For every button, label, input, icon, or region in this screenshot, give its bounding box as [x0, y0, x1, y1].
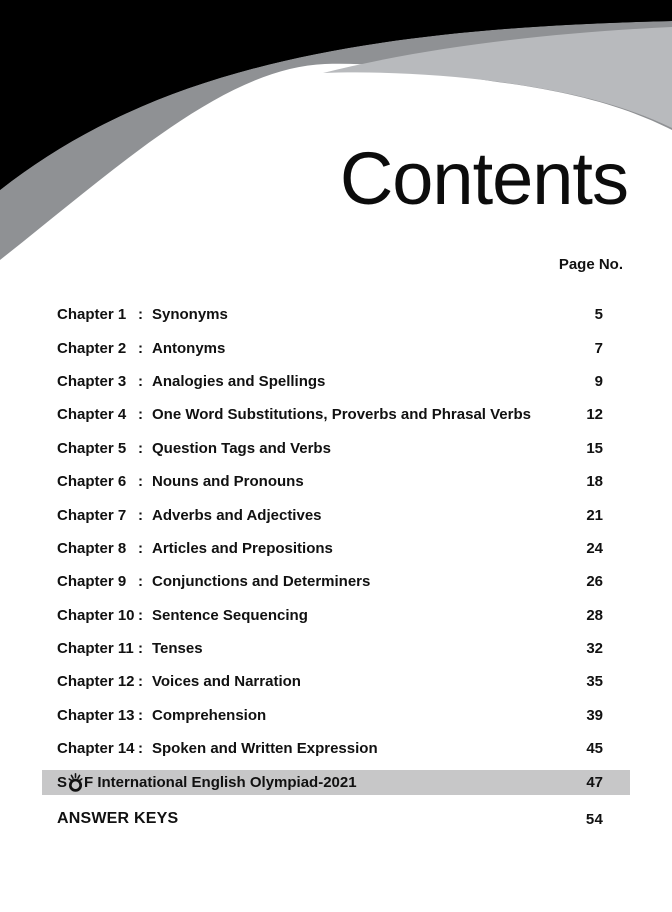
- chapter-row: [57, 599, 623, 632]
- chapter-separator: :: [138, 640, 143, 658]
- chapter-page-number: 5: [594, 306, 603, 324]
- chapter-number-label: Chapter 11: [57, 640, 134, 658]
- chapter-number-label: Chapter 7: [57, 506, 127, 524]
- chapter-separator: :: [138, 740, 143, 758]
- chapter-page-number: 12: [586, 406, 603, 424]
- sof-prefix: S: [57, 774, 68, 792]
- chapter-separator: :: [138, 673, 143, 691]
- chapter-separator: :: [138, 539, 143, 557]
- chapter-title: Nouns and Pronouns: [152, 473, 304, 491]
- chapter-title: Adverbs and Adjectives: [152, 506, 322, 524]
- chapter-title: Conjunctions and Determiners: [152, 573, 371, 591]
- chapter-number-label: Chapter 14: [57, 740, 135, 758]
- chapter-page-number: 28: [586, 606, 603, 624]
- chapter-page-number: 15: [586, 439, 603, 457]
- chapter-row: [57, 398, 623, 431]
- contents-body: [57, 0, 623, 832]
- sof-olympiad-label: [42, 773, 563, 793]
- chapter-page-number: 9: [594, 372, 603, 390]
- chapter-number-label: Chapter 13: [57, 706, 135, 724]
- chapter-title: One Word Substitutions, Proverbs and Phrasal Verbs: [152, 406, 531, 424]
- chapter-row: [57, 498, 623, 531]
- chapter-row: [57, 532, 623, 565]
- chapter-separator: :: [138, 573, 143, 591]
- answer-keys-label: ANSWER KEYS: [57, 810, 179, 828]
- chapter-title: Synonyms: [152, 306, 228, 324]
- chapter-separator: :: [138, 372, 143, 390]
- chapter-number-label: Chapter 10: [57, 606, 135, 624]
- chapter-row: [57, 298, 623, 331]
- chapter-row: [57, 565, 623, 598]
- chapter-title: Comprehension: [152, 706, 267, 724]
- page-title: Contents: [339, 137, 628, 220]
- chapter-page-number: 32: [586, 640, 603, 658]
- sof-logo-o-icon: [68, 773, 83, 793]
- chapter-page-number: 45: [586, 740, 603, 758]
- chapter-row: [57, 365, 623, 398]
- chapter-title: Analogies and Spellings: [152, 372, 326, 390]
- chapter-separator: :: [138, 339, 143, 357]
- chapter-separator: :: [138, 439, 143, 457]
- chapter-number-label: Chapter 3: [57, 372, 127, 390]
- chapter-page-number: 39: [586, 706, 603, 724]
- chapter-page-number: 7: [594, 339, 603, 357]
- sof-suffix: F International English Olympiad-2021: [84, 774, 357, 792]
- chapter-page-number: 35: [586, 673, 603, 691]
- chapter-title: Voices and Narration: [152, 673, 301, 691]
- chapter-page-number: 24: [586, 539, 603, 557]
- chapter-separator: :: [138, 306, 143, 324]
- chapter-number-label: Chapter 12: [57, 673, 135, 691]
- chapter-row: [57, 331, 623, 364]
- chapter-list: [57, 298, 623, 765]
- chapter-row: [57, 465, 623, 498]
- chapter-title: Tenses: [152, 640, 203, 658]
- chapter-row: [57, 699, 623, 732]
- chapter-number-label: Chapter 8: [57, 539, 127, 557]
- chapter-row: [57, 432, 623, 465]
- chapter-number-label: Chapter 4: [57, 406, 127, 424]
- chapter-separator: :: [138, 473, 143, 491]
- sof-olympiad-row: [42, 770, 630, 795]
- chapter-separator: :: [138, 606, 143, 624]
- chapter-number-label: Chapter 6: [57, 473, 127, 491]
- chapter-number-label: Chapter 2: [57, 339, 127, 357]
- chapter-title: Question Tags and Verbs: [152, 439, 331, 457]
- page-no-column-header: Page No.: [558, 256, 623, 273]
- chapter-row: [57, 665, 623, 698]
- sof-olympiad-page-number: 47: [586, 774, 603, 792]
- chapter-number-label: Chapter 9: [57, 573, 127, 591]
- chapter-separator: :: [138, 406, 143, 424]
- chapter-title: Articles and Prepositions: [152, 539, 333, 557]
- answer-keys-row: [57, 806, 623, 832]
- chapter-separator: :: [138, 706, 143, 724]
- chapter-title: Antonyms: [152, 339, 226, 357]
- chapter-page-number: 26: [586, 573, 603, 591]
- chapter-number-label: Chapter 1: [57, 306, 127, 324]
- chapter-number-label: Chapter 5: [57, 439, 127, 457]
- chapter-title: Sentence Sequencing: [152, 606, 308, 624]
- chapter-page-number: 21: [586, 506, 603, 524]
- chapter-title: Spoken and Written Expression: [152, 740, 378, 758]
- chapter-row: [57, 732, 623, 765]
- chapter-separator: :: [138, 506, 143, 524]
- chapter-page-number: 18: [586, 473, 603, 491]
- answer-keys-page-number: 54: [585, 810, 603, 828]
- chapter-row: [57, 632, 623, 665]
